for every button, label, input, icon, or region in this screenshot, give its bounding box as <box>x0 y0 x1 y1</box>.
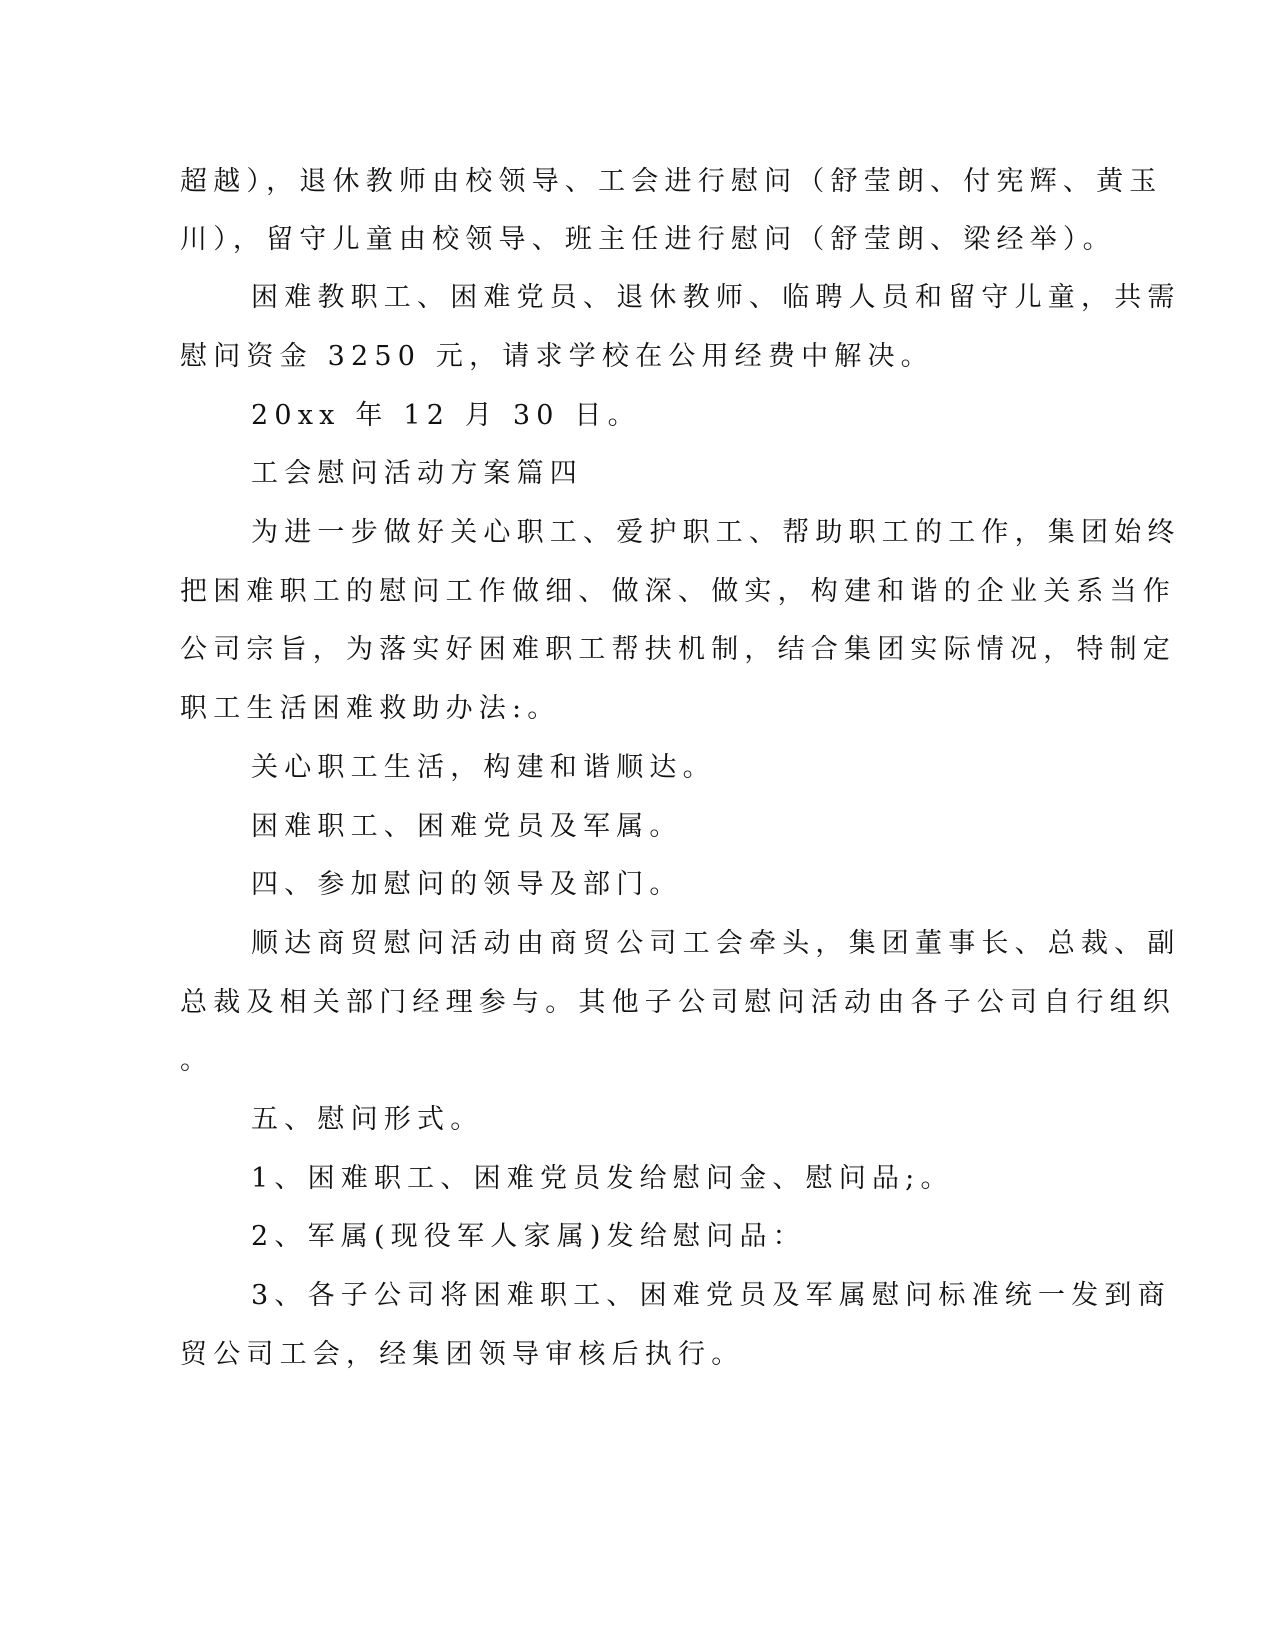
list-item: 2、军属(现役军人家属)发给慰问品： <box>251 1221 806 1252</box>
text-line: 把困难职工的慰问工作做细、做深、做实，构建和谐的企业关系当作 <box>180 576 1176 607</box>
text-line: 慰问资金 3250 元，请求学校在公用经费中解决。 <box>180 341 934 372</box>
paragraph-start: 困难教职工、困难党员、退休教师、临聘人员和留守儿童，共需 <box>251 282 1181 313</box>
section-heading: 工会慰问活动方案篇四 <box>251 458 583 489</box>
text-line: 职工生活困难救助办法:。 <box>180 693 561 724</box>
text-line: 公司宗旨，为落实好困难职工帮扶机制，结合集团实际情况，特制定 <box>180 634 1176 665</box>
text-line: 。 <box>180 1045 214 1076</box>
date-line: 20xx 年 12 月 30 日。 <box>251 400 641 431</box>
text-line: 贸公司工会，经集团领导审核后执行。 <box>180 1339 745 1370</box>
list-item: 1、困难职工、困难党员发给慰问金、慰问品;。 <box>251 1163 954 1194</box>
paragraph-start: 顺达商贸慰问活动由商贸公司工会牵头，集团董事长、总裁、副 <box>251 928 1181 959</box>
text-line: 总裁及相关部门经理参与。其他子公司慰问活动由各子公司自行组织 <box>180 987 1176 1018</box>
list-item: 3、各子公司将困难职工、困难党员及军属慰问标准统一发到商 <box>251 1280 1171 1311</box>
text-line: 超越），退休教师由校领导、工会进行慰问（舒莹朗、付宪辉、黄玉 <box>180 166 1163 197</box>
paragraph-start: 困难职工、困难党员及军属。 <box>251 811 683 842</box>
text-line: 川），留守儿童由校领导、班主任进行慰问（舒莹朗、梁经举）。 <box>180 224 1116 255</box>
section-heading: 四、参加慰问的领导及部门。 <box>251 869 683 900</box>
paragraph-start: 为进一步做好关心职工、爱护职工、帮助职工的工作，集团始终 <box>251 517 1181 548</box>
paragraph-start: 关心职工生活，构建和谐顺达。 <box>251 752 716 783</box>
section-heading: 五、慰问形式。 <box>251 1104 484 1135</box>
